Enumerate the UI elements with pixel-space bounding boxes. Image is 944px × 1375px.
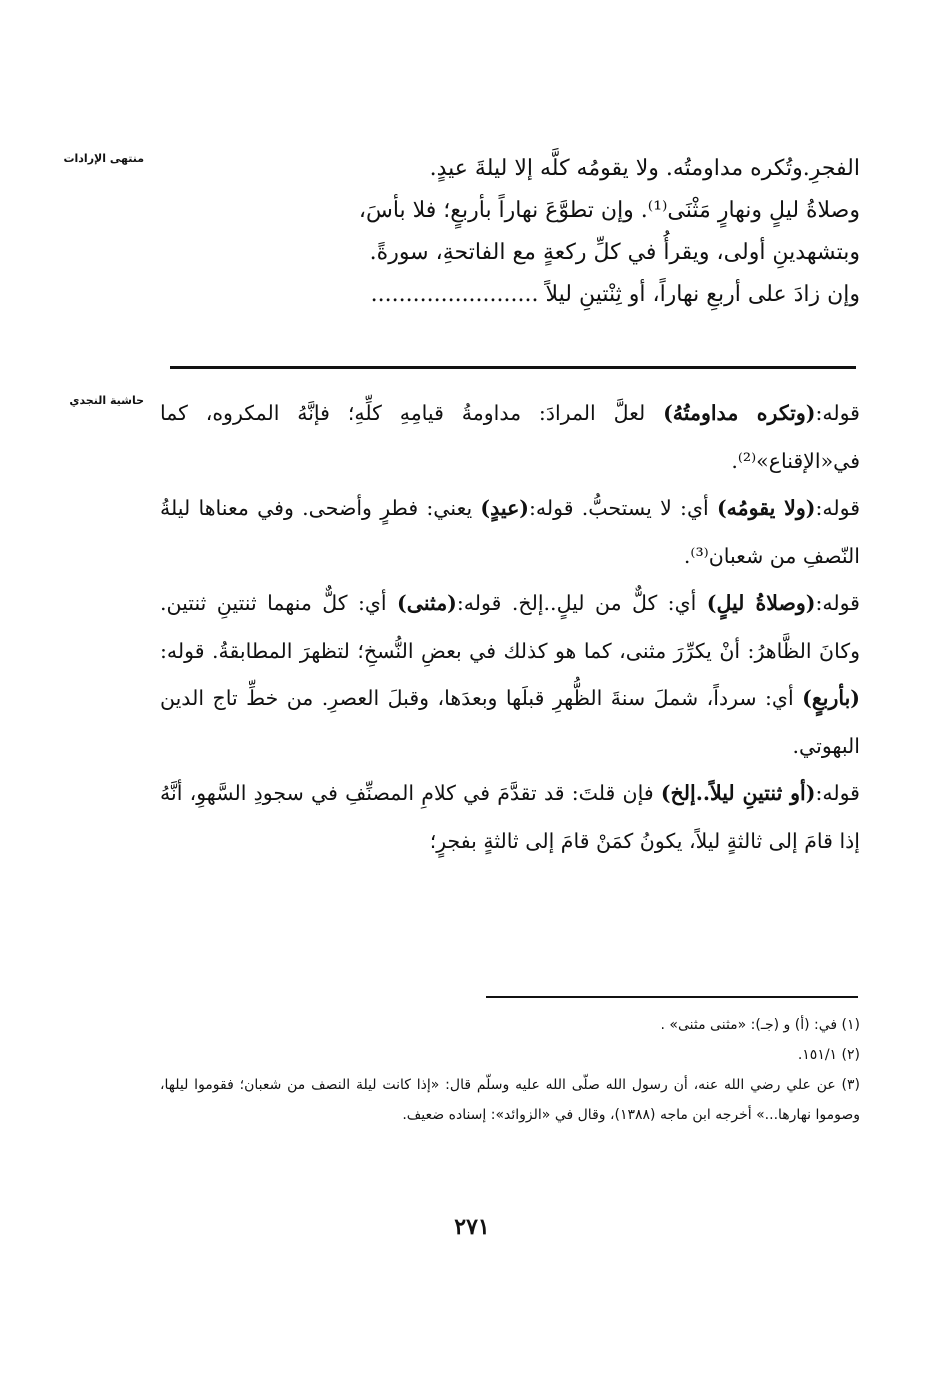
page-number: ٢٧١ xyxy=(454,1214,490,1240)
quoted-term: (مثنى) xyxy=(397,591,457,615)
footnotes xyxy=(160,1010,860,1130)
footnote: (١) في: (أ) و (جـ): «مثنى مثنى» . xyxy=(660,1017,860,1033)
footnote-divider xyxy=(486,996,858,998)
hashiya-source-label: حاشية النجدي xyxy=(69,394,144,407)
matn-line xyxy=(160,274,860,316)
footnote: (٢) ١٥١/١. xyxy=(797,1047,860,1063)
commentary-paragraph: قوله:(وتكره مداومتُهُ) لعلَّ المرادَ: مداومةُ قيامِهِ كلِّهِ؛ فإنَّهُ المكروه، كما في«الإقناع»⁽²⁾. xyxy=(160,401,860,473)
quoted-term: (أو ثنتينِ ليلاً..إلخ) xyxy=(660,781,816,805)
quoted-term: (وتكره مداومتُهُ) xyxy=(663,401,816,425)
quoted-term: (وصلاةُ ليلٍ) xyxy=(706,591,816,615)
matn-line: وبتشهدينِ أولى، ويقرأُ في كلِّ ركعةٍ مع الفاتحةِ، سورةً. xyxy=(369,240,860,265)
hashiya-text xyxy=(160,390,860,865)
quoted-term: (عيدٍ) xyxy=(480,496,529,520)
matn-line: الفجرِ.وتُكره مداومتُه. ولا يقومُه كلَّه إلا ليلةَ عيدٍ. xyxy=(429,156,860,181)
commentary-paragraph: قوله:(ولا يقومُه) أي: لا يستحبُّ. قوله:(عيدٍ) يعني: فطرٍ وأضحى. وفي معناها ليلةُ النّصفِ من شعبان⁽³⁾. xyxy=(160,496,861,568)
matn-source-label: منتهى الإرادات xyxy=(63,152,144,165)
footnote: (٣) عن علي رضي الله عنه، أن رسول الله صلّى الله عليه وسلّم قال: «إذا كانت ليلة النصف من شعبان؛ فقوموا ليلها، وصوموا نهارها...» أخرجه ابن ماجه (١٣٨٨)، وقال في «الزوائد»: إسناده ضعيف. xyxy=(160,1077,860,1123)
matn-line: وصلاةُ ليلٍ ونهارٍ مَثْنَى⁽¹⁾. وإن تطوَّعَ نهاراً بأربعٍ؛ فلا بأسَ، xyxy=(358,198,860,223)
commentary-paragraph: قوله:(أو ثنتينِ ليلاً..إلخ) فإن قلتَ: قد تقدَّمَ في كلامِ المصنِّفِ في سجودِ السَّهوِ، أنَّهُ إذا قامَ إلى ثالثةٍ ليلاً، يكونُ كمَنْ قامَ إلى ثالثةٍ بفجرٍ؛ xyxy=(160,781,860,853)
matn-last-line: وإن زادَ على أربعِ نهاراً، أو ثِنْتينِ ليلاً xyxy=(545,282,860,307)
quoted-term: (ولا يقومُه) xyxy=(716,496,816,520)
continuation-dots: ........................ xyxy=(370,282,539,307)
commentary-paragraph: قوله:(وصلاةُ ليلٍ) أي: كلٌّ من ليلٍ..إلخ. قوله:(مثنى) أي: كلٌّ منهما ثنتينِ ثنتين. وكانَ الظَّاهرُ: أنْ يكرِّرَ مثنى، كما هو كذلك في بعضِ النُّسخِ؛ لتظهرَ المطابقةُ. قوله:(بأربعٍ) أي: سرداً، شملَ سنةَ الظُّهرِ قبلَها وبعدَها، وقبلَ العصرِ. من خطِّ تاج الدين البهوتي. xyxy=(160,591,860,758)
matn-text xyxy=(160,148,860,316)
quoted-term: (بأربعٍ) xyxy=(802,686,860,710)
section-divider xyxy=(170,366,856,369)
